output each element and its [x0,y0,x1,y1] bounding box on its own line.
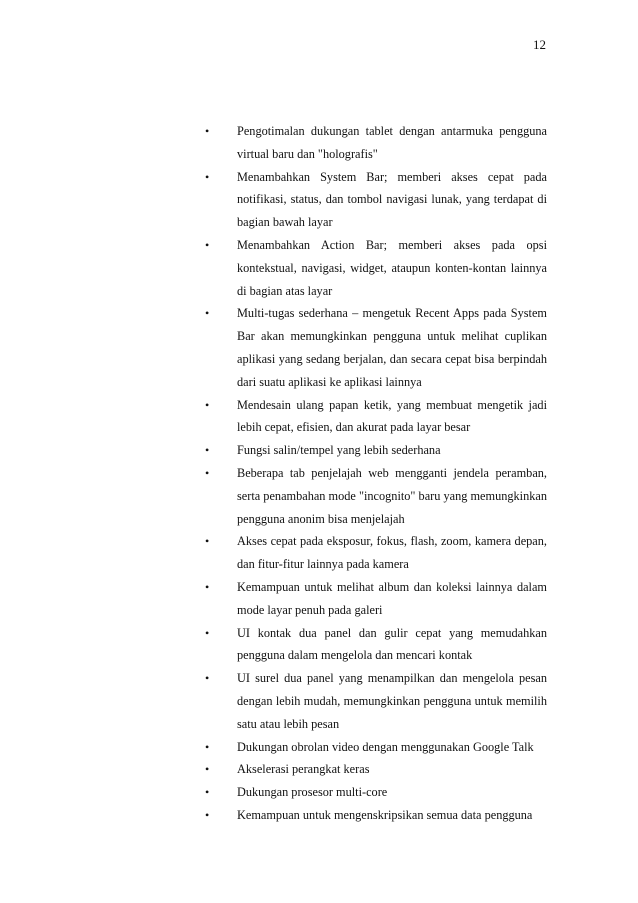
list-item [205,394,547,440]
list-item-text: Dukungan obrolan video dengan menggunakan Google Talk [237,739,534,754]
list-item-text: Kemampuan untuk mengenskripsikan semua data pengguna [237,807,533,822]
list-item [205,302,547,393]
list-item-text: Multi-tugas sederhana – mengetuk Recent Apps pada System Bar akan memungkinkan pengguna untuk melihat cuplikan aplikasi yang sedang berjalan, dan secara cepat bisa berpindah dari suatu aplikasi ke aplikasi lainnya [237,306,547,389]
bullet-icon: • [205,397,210,412]
list-item-text: Menambahkan System Bar; memberi akses cepat pada notifikasi, status, dan tombol navigasi lunak, yang terdapat di bagian bawah layar [237,169,547,230]
list-item [205,530,547,576]
list-item [205,234,547,302]
list-item-text: UI surel dua panel yang menampilkan dan mengelola pesan dengan lebih mudah, memungkinkan pengguna untuk memilih satu atau lebih pesan [237,671,547,731]
list-item-text: Kemampuan untuk melihat album dan koleksi lainnya dalam mode layar penuh pada galeri [237,579,547,617]
list-item-text: Akses cepat pada eksposur, fokus, flash, zoom, kamera depan, dan fitur-fitur lainnya pada kamera [237,534,547,572]
bullet-icon: • [205,807,210,822]
bullet-icon: • [205,762,210,777]
bullet-icon: • [205,443,210,458]
list-item-text: Pengotimalan dukungan tablet dengan antarmuka pengguna virtual baru dan "holografis" [237,124,547,161]
list-item-text: Fungsi salin/tempel yang lebih sederhana [237,443,441,458]
bullet-icon: • [205,579,210,594]
list-item-text: Menambahkan Action Bar; memberi akses pada opsi kontekstual, navigasi, widget, ataupun konten-kontan lainnya di bagian atas layar [237,237,547,298]
bullet-icon: • [205,237,210,252]
list-item [205,462,547,530]
list-item [205,736,547,759]
list-item [205,120,547,166]
bullet-icon: • [205,739,210,754]
list-item [205,166,547,234]
bullet-icon: • [205,465,210,480]
bullet-list [205,120,547,827]
list-item [205,622,547,668]
list-item-text: Beberapa tab penjelajah web mengganti jendela peramban, serta penambahan mode "incognito" baru yang memungkinkan pengguna anonim bisa menjelajah [237,465,547,526]
bullet-icon: • [205,169,210,184]
list-item-text: Dukungan prosesor multi-core [237,785,388,800]
bullet-icon: • [205,785,210,800]
list-item-text: Akselerasi perangkat keras [237,762,370,777]
bullet-icon: • [205,534,210,549]
list-item [205,804,547,827]
list-item-text: Mendesain ulang papan ketik, yang membuat mengetik jadi lebih cepat, efisien, dan akurat pada layar besar [237,397,547,435]
list-item [205,758,547,781]
list-item-text: UI kontak dua panel dan gulir cepat yang memudahkan pengguna dalam mengelola dan mencari kontak [237,625,547,663]
bullet-icon: • [205,671,210,686]
page-number: 12 [533,37,546,52]
bullet-icon: • [205,625,210,640]
list-item [205,576,547,622]
list-item [205,781,547,804]
bullet-icon: • [205,306,210,321]
bullet-icon: • [205,124,210,138]
list-item [205,667,547,735]
list-item [205,439,547,462]
